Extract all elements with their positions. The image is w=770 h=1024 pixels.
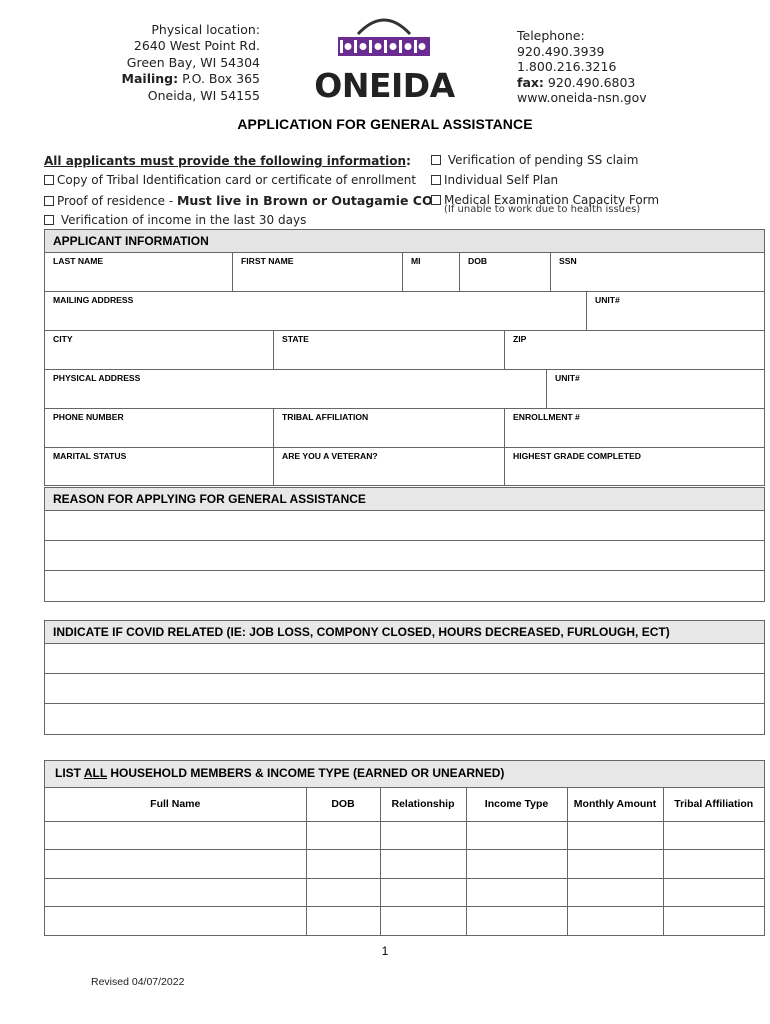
fax-label: fax: (517, 74, 544, 90)
mailing-line (120, 71, 260, 87)
requirement-note: (If unable to work due to health issues) (444, 204, 641, 215)
fax-value: 920.490.6803 (543, 74, 636, 90)
col-relationship: Relationship (380, 788, 466, 821)
requirement-item[interactable]: Individual Self Plan (431, 173, 558, 187)
physical-location-block (120, 22, 260, 104)
applicant-information-section (44, 229, 765, 486)
location-line: 2640 West Point Rd. (133, 38, 260, 54)
table-row[interactable] (45, 907, 764, 936)
col-income-type: Income Type (466, 788, 567, 821)
form-row (45, 409, 764, 448)
marital-status-field[interactable]: MARITAL STATUS (45, 448, 274, 485)
requirement-item[interactable]: Copy of Tribal Identification card or certificate of enrollment (44, 173, 416, 187)
logo-arch-icon (312, 12, 457, 68)
telephone-label: Telephone: (517, 28, 585, 43)
checkbox[interactable] (44, 175, 54, 185)
requirement-item[interactable]: Verification of pending SS claim (431, 153, 638, 167)
requirement-item[interactable]: Medical Examination Capacity Form (431, 193, 659, 207)
table-row[interactable] (45, 850, 764, 879)
col-dob: DOB (306, 788, 380, 821)
col-full-name: Full Name (45, 788, 306, 821)
checkbox[interactable] (44, 215, 54, 225)
section-heading: INDICATE IF COVID RELATED (IE: JOB LOSS, COMPONY CLOSED, HOURS DECREASED, FURLOUGH, ECT) (45, 621, 764, 644)
website-link[interactable]: www.oneida-nsn.gov (517, 90, 647, 106)
fax-line (517, 75, 717, 91)
first-name-field[interactable]: FIRST NAME (233, 253, 403, 291)
reason-section (44, 487, 765, 602)
section-heading: REASON FOR APPLYING FOR GENERAL ASSISTANCE (45, 488, 764, 511)
enrollment-field[interactable]: ENROLLMENT # (513, 412, 580, 422)
ssn-field[interactable]: SSN (559, 256, 577, 266)
section-heading: LIST ALL HOUSEHOLD MEMBERS & INCOME TYPE (EARNED OR UNEARNED) (45, 761, 764, 788)
phone-line: 1.800.216.3216 (517, 59, 617, 75)
page-title: APPLICATION FOR GENERAL ASSISTANCE (237, 116, 533, 132)
col-monthly-amount: Monthly Amount (567, 788, 663, 821)
writing-line[interactable] (45, 674, 764, 704)
state-field[interactable]: STATE (274, 331, 505, 369)
last-name-field[interactable]: LAST NAME (45, 253, 233, 291)
zip-field[interactable]: ZIP (513, 334, 527, 344)
form-row (45, 448, 764, 485)
table-header-row (45, 788, 764, 821)
phone-number-field[interactable]: PHONE NUMBER (45, 409, 274, 447)
covid-section (44, 620, 765, 735)
form-row (45, 292, 764, 331)
page-number: 1 (381, 944, 389, 958)
unit-field[interactable]: UNIT# (555, 373, 580, 383)
oneida-logo (312, 12, 457, 104)
writing-line[interactable] (45, 704, 764, 734)
household-table (45, 788, 764, 935)
writing-line[interactable] (45, 571, 764, 601)
writing-line[interactable] (45, 541, 764, 571)
writing-line[interactable] (45, 644, 764, 674)
mi-field[interactable]: MI (403, 253, 460, 291)
checkbox[interactable] (431, 155, 441, 165)
physical-address-field[interactable]: PHYSICAL ADDRESS (45, 370, 547, 408)
revised-date: Revised 04/07/2022 (91, 976, 185, 988)
household-section (44, 760, 765, 936)
location-line: Green Bay, WI 54304 (126, 54, 260, 70)
unit-field[interactable]: UNIT# (595, 295, 620, 305)
checkbox[interactable] (431, 175, 441, 185)
mailing-address-field[interactable]: MAILING ADDRESS (45, 292, 587, 330)
location-line: Oneida, WI 54155 (147, 87, 260, 103)
location-line: Physical location: (151, 22, 260, 37)
checkbox[interactable] (44, 196, 54, 206)
form-row (45, 253, 764, 292)
tribal-affiliation-field[interactable]: TRIBAL AFFILIATION (274, 409, 505, 447)
logo-wordmark: ONEIDA (314, 66, 455, 105)
contact-block (517, 28, 717, 106)
section-heading: APPLICANT INFORMATION (45, 230, 764, 253)
city-field[interactable]: CITY (45, 331, 274, 369)
requirement-item[interactable]: Verification of income in the last 30 days (44, 213, 306, 227)
form-row (45, 370, 764, 409)
checkbox[interactable] (431, 195, 441, 205)
mailing-value: P.O. Box 365 (178, 71, 260, 87)
form-row (45, 331, 764, 370)
phone-line: 920.490.3939 (517, 43, 605, 59)
mailing-label: Mailing: (121, 71, 179, 87)
veteran-field[interactable]: ARE YOU A VETERAN? (274, 448, 505, 485)
requirements-heading: All applicants must provide the following information: (44, 153, 412, 168)
writing-line[interactable] (45, 511, 764, 541)
table-row[interactable] (45, 821, 764, 850)
requirement-item[interactable]: Proof of residence - Must live in Brown or Outagamie CO (44, 193, 433, 208)
col-tribal-affiliation: Tribal Affiliation (663, 788, 764, 821)
dob-field[interactable]: DOB (460, 253, 551, 291)
highest-grade-field[interactable]: HIGHEST GRADE COMPLETED (513, 451, 641, 461)
table-row[interactable] (45, 878, 764, 907)
